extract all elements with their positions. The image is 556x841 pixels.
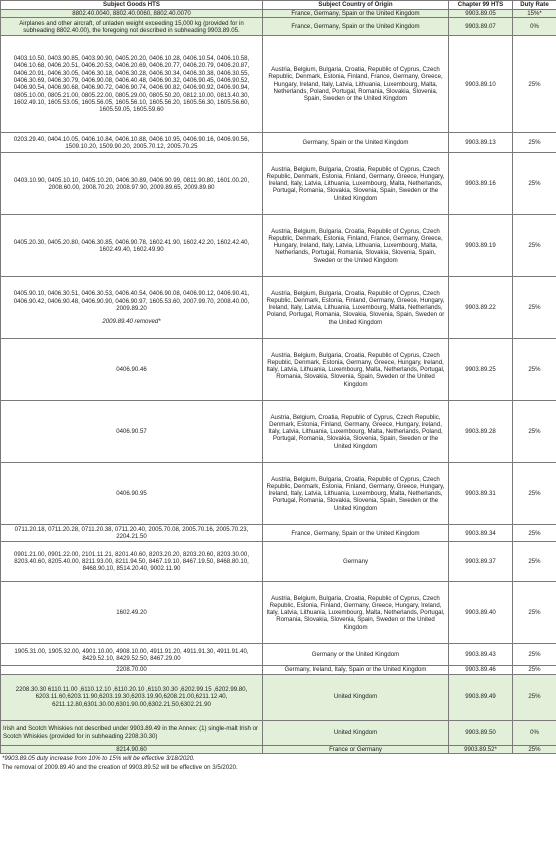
cell-goods [1,277,263,339]
cell-goods [1,133,263,153]
cell-chapter99: 9903.89.37 [449,542,513,582]
cell-goods [1,745,263,753]
cell-chapter99: 9903.89.40 [449,582,513,644]
cell-goods [1,674,263,720]
header-country: Subject Country of Origin [263,1,449,10]
goods-text: 2208.70.00 [116,666,147,674]
cell-duty-rate: 15%* [513,10,556,18]
table-row [1,10,556,18]
table-row [1,745,556,753]
goods-text: Airplanes and other aircraft, of unladen weight exceeding 15,000 kg (provided for in subheading 8802.40.00), the foregoing not described in subheading 9903.89.05. [19,19,244,34]
goods-text: 8802.40.0040, 8802.40.0060, 8802.40.0070 [72,10,191,17]
cell-goods [1,720,263,745]
cell-country: France, Germany, Spain or the United Kingdom [263,18,449,36]
goods-text: 0406.90.95 [116,490,147,498]
cell-duty-rate: 25% [513,153,556,215]
cell-duty-rate: 25% [513,463,556,525]
cell-country: Germany or the United Kingdom [263,644,449,666]
cell-duty-rate: 25% [513,542,556,582]
cell-duty-rate: 25% [513,215,556,277]
table-row [1,525,556,542]
cell-duty-rate: 25% [513,277,556,339]
cell-goods [1,644,263,666]
cell-goods [1,525,263,542]
cell-duty-rate: 25% [513,674,556,720]
cell-duty-rate: 25% [513,644,556,666]
footnote: The removal of 2009.89.40 and the creation of 9903.89.52 will be effective on 3/5/2020. [2,763,238,771]
cell-chapter99: 9903.89.07 [449,18,513,36]
cell-country: Austria, Belgium, Bulgaria, Croatia, Republic of Cyprus, Czech Republic, Denmark, Estonia, Finland, France, Germany, Greece, Hungary, Ireland, Italy, Latvia, Lithuania, Luxembourg, Malta, Netherlands, Poland, Portugal, Romania, Slovakia, Slovenia, Spain, Sweden or the United Kingdom [263,36,449,133]
cell-goods [1,339,263,401]
table-row [1,542,556,582]
table-row [1,36,556,133]
goods-text: 1905.31.00, 1905.32.00, 4901.10.00, 4908.10.00, 4911.91.20, 4911.91.30, 4911.91.40, 8429.52.10, 8429.52.50, 8467.29.00 [14,647,249,662]
table-row [1,582,556,644]
cell-goods [1,10,263,18]
cell-chapter99: 9903.89.49 [449,674,513,720]
cell-chapter99: 9903.89.46 [449,666,513,674]
cell-country: Austria, Belgium, Bulgaria, Croatia, Republic of Cyprus, Czech Republic, Denmark, Estonia, Finland, Germany, Greece, Hungary, Ireland, Italy, Latvia, Lithuania, Luxembourg, Malta, Netherlands, Portugal, Romania, Slovakia, Slovenia, Spain, Sweden or the United Kingdom [263,463,449,525]
cell-goods [1,582,263,644]
goods-text: 0711.20.18, 0711.20.28, 0711.20.38, 0711.20.40, 2005.70.08, 2005.70.16, 2005.70.23, 2204.21.50 [14,526,249,541]
cell-duty-rate: 25% [513,401,556,463]
cell-chapter99: 9903.89.31 [449,463,513,525]
cell-duty-rate: 0% [513,18,556,36]
goods-text: 0406.90.57 [116,428,147,436]
cell-duty-rate: 0% [513,720,556,745]
cell-chapter99: 9903.89.22 [449,277,513,339]
cell-duty-rate: 25% [513,666,556,674]
table-row [1,720,556,745]
goods-text: 0405.90.10, 0406.30.51, 0406.30.53, 0406.40.54, 0406.90.08, 0406.90.12, 0406.90.41, 0406.90.42, 0406.90.48, 0406.90.90, 0406.90.97, 1605.53.60, 2007.99.70, 2008.40.00, 2009.89.20 [13,290,250,312]
cell-duty-rate: 25% [513,525,556,542]
cell-goods [1,215,263,277]
goods-text: 0406.90.46 [116,366,147,374]
table-header-row [1,1,556,10]
cell-country: Austria, Belgium, Bulgaria, Croatia, Republic of Cyprus, Czech Republic, Denmark, Estonia, Finland, Germany, Greece, Hungary, Ireland, Italy, Latvia, Lithuania, Luxembourg, Malta, Netherlands, Poland, Portugal, Romania, Slovakia, Slovenia, Spain, Sweden or the United Kingdom [263,277,449,339]
table-row [1,133,556,153]
cell-country: United Kingdom [263,720,449,745]
header-duty-rate: Duty Rate [513,1,556,10]
table-row [1,666,556,674]
cell-country: Austria, Belgium, Bulgaria, Croatia, Republic of Cyprus, Czech Republic, Denmark, Estonia, Germany, Greece, Hungary, Ireland, Italy, Latvia, Lithuania, Luxembourg, Malta, Netherlands, Portugal, Romania, Slovakia, Slovenia, Spain, Sweden or the United Kingdom [263,339,449,401]
goods-text: 0403.10.50, 0403.90.85, 0403.90.90, 0405.20.20, 0406.10.28, 0406.10.54, 0406.10.58, 0406.10.68, 0406.20.51, 0406.20.53, 0406.20.69, 0406.20.77, 0406.20.79, 0406.20.87, 0406.20.91, 0406.30.05, 0406.30.18, 0406.30.28, 0406.30.34, 0406.30.38, 0406.30.55, 0406.30.69, 0406.30.79, 0406.90.08, 0406.40.48, 0406.90.32, 0406.90.45, 0406.90.52, 0406.90.54, 0406.90.68, 0406.90.72, 0406.90.74, 0406.90.82, 0406.90.92, 0406.90.94, 0805.10.00, 0805.21.00, 0805.22.00, 0805.29.00, 0805.50.20, 0812.10.00, 0813.40.30, 1602.49.10, 1605.53.05, 1605.56.05, 1605.56.10, 1605.56.20, 1605.56.30, 1605.56.60, 1605.59.05, 1605.59.60 [13,55,250,114]
cell-goods [1,542,263,582]
cell-duty-rate: 25% [513,36,556,133]
goods-text: 1602.49.20 [116,609,147,617]
goods-text: 0901.21.00, 0901.22.00, 2101.11.21, 8201.40.60, 8203.20.20, 8203.20.60, 8203.30.00, 8203.40.60, 8205.40.00, 8211.93.00, 8211.94.50, 8467.19.10, 8467.19.50, 8468.80.10, 8468.90.10, 8514.20.40, 9002.11.90 [13,550,250,573]
cell-chapter99: 9903.89.13 [449,133,513,153]
table-row [1,463,556,525]
goods-text: 8214.90.60 [116,745,147,753]
cell-chapter99: 9903.89.52* [449,745,513,753]
cell-chapter99: 9903.89.50 [449,720,513,745]
cell-country: France or Germany [263,745,449,753]
goods-text: 0405.20.30, 0405.20.80, 0406.30.85, 0406.90.78, 1602.41.90, 1602.42.20, 1602.42.40, 1602.49.40, 1602.49.90 [13,238,250,253]
cell-country: Austria, Belgium, Bulgaria, Croatia, Republic of Cyprus, Czech Republic, Denmark, Estonia, Finland, Germany, Greece, Hungary, Ireland, Italy, Latvia, Lithuania, Luxembourg, Malta, Netherlands, Portugal, Romania, Slovakia, Slovenia, Spain, Sweden or the United Kingdom [263,153,449,215]
table-row [1,153,556,215]
footnotes [0,754,556,772]
footnote: *9903.89.05 duty increase from 10% to 15% will be effective 3/18/2020. [2,754,195,762]
cell-chapter99: 9903.89.43 [449,644,513,666]
goods-text: 0203.29.40, 0404.10.05, 0406.10.84, 0406.10.88, 0406.10.95, 0406.90.16, 0406.90.56, 1509.10.20, 1509.90.20, 2005.70.12, 2005.70.25 [13,135,250,150]
cell-country: Germany [263,542,449,582]
table-row [1,339,556,401]
cell-country: United Kingdom [263,674,449,720]
cell-country: France, Germany, Spain or the United Kingdom [263,10,449,18]
removed-note: 2009.89.40 removed* [102,318,161,326]
table-row [1,674,556,720]
header-goods: Subject Goods HTS [1,1,263,10]
table-row [1,644,556,666]
table-row [1,215,556,277]
cell-chapter99: 9903.89.34 [449,525,513,542]
cell-country: Austria, Belgium, Bulgaria, Croatia, Republic of Cyprus, Czech Republic, Denmark, Estonia, Finland, France, Germany, Greece, Hungary, Ireland, Italy, Latvia, Lithuania, Luxembourg, Malta, Netherlands, Portugal, Romania, Slovakia, Slovenia, Spain, Sweden or the United Kingdom [263,215,449,277]
goods-text: Irish and Scotch Whiskies not described under 9903.89.49 in the Annex: (1) single-malt Irish or Scotch Whiskies (provided for in subheading 2208.30.30) [3,725,259,740]
goods-text: 0403.10.90, 0405.10.10, 0405.10.20, 0406.30.89, 0406.90.99, 0811.90.80, 1601.00.20, 2008.60.00, 2008.70.20, 2008.97.90, 2009.89.65, 2009.89.80 [13,176,250,191]
table-row [1,277,556,339]
header-chapter99: Chapter 99 HTS [449,1,513,10]
cell-duty-rate: 25% [513,133,556,153]
cell-goods [1,36,263,133]
cell-chapter99: 9903.89.05 [449,10,513,18]
cell-duty-rate: 25% [513,339,556,401]
cell-goods [1,153,263,215]
cell-duty-rate: 25% [513,582,556,644]
cell-country: Austria, Belgium, Croatia, Republic of Cyprus, Czech Republic, Denmark, Estonia, Finland, Germany, Greece, Hungary, Ireland, Italy, Latvia, Lithuania, Luxembourg, Malta, Netherlands, Poland, Portugal, Romania, Slovakia, Slovenia, Spain, Sweden or the United Kingdom [263,401,449,463]
cell-goods [1,463,263,525]
cell-country: Austria, Belgium, Bulgaria, Croatia, Republic of Cyprus, Czech Republic, Estonia, Finland, Germany, Greece, Hungary, Ireland, Italy, Latvia, Lithuania, Luxembourg, Malta, Netherlands, Portugal, Romania, Slovakia, Slovenia, Spain, Sweden or the United Kingdom [263,582,449,644]
cell-chapter99: 9903.89.16 [449,153,513,215]
cell-chapter99: 9903.89.19 [449,215,513,277]
goods-text: 2208.30.30 6110.11.00 ,6110.12.10 ,6110.20.10 ,6110.30.30 ,6202.99.15 ,6202.99.80, 6203.11.60,6203.11.90,6203.19.30,6203.19.90,6208.21.00,6211.12.40, 6211.12.80,6301.30.00,6301.90.00,6302.21.50,6302.21.90 [15,686,248,708]
cell-chapter99: 9903.89.28 [449,401,513,463]
cell-chapter99: 9903.89.10 [449,36,513,133]
cell-country: Germany, Spain or the United Kingdom [263,133,449,153]
table-row [1,18,556,36]
cell-goods [1,401,263,463]
cell-duty-rate: 25% [513,745,556,753]
cell-country: France, Germany, Spain or the United Kingdom [263,525,449,542]
cell-goods [1,18,263,36]
table-row [1,401,556,463]
cell-goods [1,666,263,674]
cell-chapter99: 9903.89.25 [449,339,513,401]
cell-country: Germany, Ireland, Italy, Spain or the United Kingdom [263,666,449,674]
